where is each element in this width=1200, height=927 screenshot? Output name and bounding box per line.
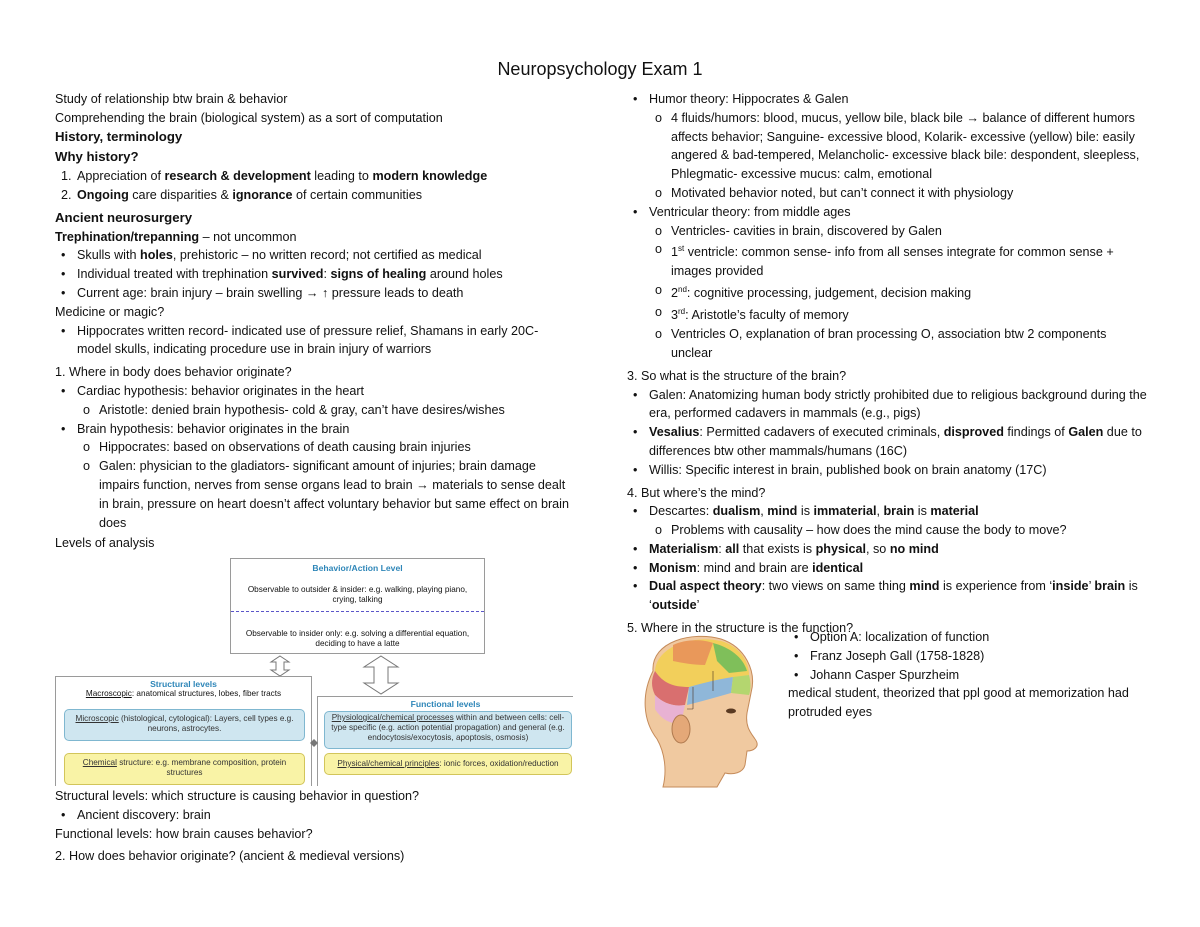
list-item: • Ancient discovery: brain: [55, 806, 575, 825]
paragraph: Levels of analysis: [55, 536, 155, 551]
left-column: [55, 90, 575, 553]
behavior-level-title: Behavior/Action Level: [312, 563, 403, 573]
list-item: • Brain hypothesis: behavior originates in the brain: [55, 420, 575, 439]
question-heading: 5. Where in the structure is the function?: [627, 621, 854, 636]
right-column: [627, 90, 1147, 638]
sub-list-item: o 1st ventricle: common sense- info from all senses integrate for common sense + images provided: [627, 240, 1147, 281]
physical-principles-box: Physical/chemical principles: ionic forces, oxidation/reduction: [324, 753, 572, 775]
question-heading: 1. Where in body does behavior originate?: [55, 365, 292, 380]
list-item: • Skulls with holes, prehistoric – no written record; not certified as medical: [55, 246, 575, 265]
section-heading: Ancient neurosurgery: [55, 209, 193, 225]
list-item: • Franz Joseph Gall (1758-1828): [788, 647, 1148, 666]
list-item: • Ventricular theory: from middle ages: [627, 203, 1147, 222]
list-item: 2. Ongoing care disparities & ignorance of certain communities: [61, 187, 423, 202]
sub-list-item: o Ventricles- cavities in brain, discovered by Galen: [627, 222, 1147, 241]
macroscopic-label: Macroscopic: anatomical structures, lobes, fiber tracts: [85, 689, 282, 698]
list-item: • Vesalius: Permitted cadavers of executed criminals, disproved findings of Galen due to differences btw other mammals/humans (16C): [627, 423, 1147, 461]
left-column-bottom: [55, 787, 575, 866]
page-title: Neuropsychology Exam 1: [497, 59, 703, 79]
double-arrow-icon: [265, 655, 295, 677]
sub-list-item: o Ventricles O, explanation of bran processing O, association btw 2 components unclear: [627, 325, 1147, 363]
sub-list-item: o Motivated behavior noted, but can’t connect it with physiology: [627, 184, 1147, 203]
question-heading: 2. How does behavior originate? (ancient & medieval versions): [55, 849, 405, 864]
section-heading: History, terminology: [55, 128, 183, 144]
chemical-box: Chemical structure: e.g. membrane composition, protein structures: [64, 753, 305, 785]
sub-list-item: o Aristotle: denied brain hypothesis- cold & gray, can’t have desires/wishes: [55, 401, 575, 420]
paragraph: Trephination/trepanning – not uncommon: [55, 229, 297, 244]
list-item: • Materialism: all that exists is physical, so no mind: [627, 540, 1147, 559]
list-item: • Humor theory: Hippocrates & Galen: [627, 90, 1147, 109]
sub-list-item: o 3rd: Aristotle’s faculty of memory: [627, 303, 1147, 325]
levels-of-analysis-diagram: [55, 558, 573, 786]
list-item: • Descartes: dualism, mind is immaterial, brain is material: [627, 502, 1147, 521]
list-item: • Hippocrates written record- indicated use of pressure relief, Shamans in early 20C- model skulls, indicating procedure use in brain injury of warriors: [55, 322, 575, 360]
functional-levels-title: Functional levels: [410, 699, 481, 709]
list-item: • Current age: brain injury – brain swelling → ↑ pressure leads to death: [55, 284, 575, 303]
behavior-observable-outsider: Observable to outsider & insider: e.g. walking, playing piano, crying, talking: [247, 585, 468, 604]
paragraph: Medicine or magic?: [55, 304, 165, 319]
phrenology-head-image: [633, 631, 765, 789]
sub-list-item: o Problems with causality – how does the mind cause the body to move?: [627, 521, 1147, 540]
behavior-level-box: [230, 558, 485, 654]
sub-list-item: o 4 fluids/humors: blood, mucus, yellow bile, black bile → balance of different humors affects behavior; Sanguine- excessive blood, Kolarik- excessive (yellow) bile: easily angered & bad-tempered, Melancholic- excessive black bile: despondent, sleepless, Phlegmatic- excessive mucus: calm, emotional: [627, 109, 1147, 184]
sub-list-item: o Galen: physician to the gladiators- significant amount of injuries; brain damage impairs function, nerves from sense organs lead to brain → materials to sense dealt in brain, pressure on heart doesn’t affect voluntary behavior but same effect on brain does: [55, 457, 575, 532]
sub-list-item: o Hippocrates: based on observations of death causing brain injuries: [55, 438, 575, 457]
sub-list-item: o 2nd: cognitive processing, judgement, decision making: [627, 281, 1147, 303]
list-item: • Monism: mind and brain are identical: [627, 559, 1147, 578]
list-item: • Dual aspect theory: two views on same thing mind is experience from ‘inside’ brain is ‘outside’: [627, 577, 1147, 615]
list-item: 1. Appreciation of research & development leading to modern knowledge: [61, 169, 488, 184]
paragraph: Structural levels: which structure is causing behavior in question?: [55, 789, 420, 803]
intro-line: Comprehending the brain (biological system) as a sort of computation: [55, 110, 443, 125]
list-item: • Willis: Specific interest in brain, published book on brain anatomy (17C): [627, 461, 1147, 480]
list-item: • Galen: Anatomizing human body strictly prohibited due to religious background during the era, performed cadavers in mammals (e.g., pigs): [627, 386, 1147, 424]
section-heading: Why history?: [55, 149, 139, 165]
behavior-observable-insider: Observable to insider only: e.g. solving a differential equation, deciding to have a latte: [245, 629, 470, 648]
list-item: • Option A: localization of function: [788, 628, 1148, 647]
structural-levels-box: [55, 676, 312, 786]
phrenology-list: [788, 628, 1148, 722]
paragraph: medical student, theorized that ppl good at memorization had protruded eyes: [788, 686, 1129, 720]
physiological-box: Physiological/chemical processes within and between cells: cell-type specific (e.g. action potential propagation) and general (e.g. endocytosis/exocytosis, apoptosis, osmosis): [324, 711, 572, 749]
question-heading: 4. But where’s the mind?: [627, 485, 766, 500]
structural-levels-title: Structural levels: [150, 679, 217, 689]
double-arrow-icon: [358, 655, 404, 695]
double-arrow-icon: [309, 736, 319, 750]
microscopic-box: Microscopic (histological, cytological): Layers, cell types e.g. neurons, astrocytes.: [64, 709, 305, 741]
dashed-divider: [231, 611, 484, 612]
list-item: • Individual treated with trephination survived: signs of healing around holes: [55, 265, 575, 284]
intro-line: Study of relationship btw brain & behavior: [55, 92, 288, 106]
functional-levels-box: [317, 696, 573, 786]
list-item: • Johann Casper Spurzheim: [788, 666, 1148, 685]
question-heading: 3. So what is the structure of the brain?: [627, 368, 847, 383]
paragraph: Functional levels: how brain causes behavior?: [55, 826, 313, 841]
list-item: • Cardiac hypothesis: behavior originates in the heart: [55, 382, 575, 401]
